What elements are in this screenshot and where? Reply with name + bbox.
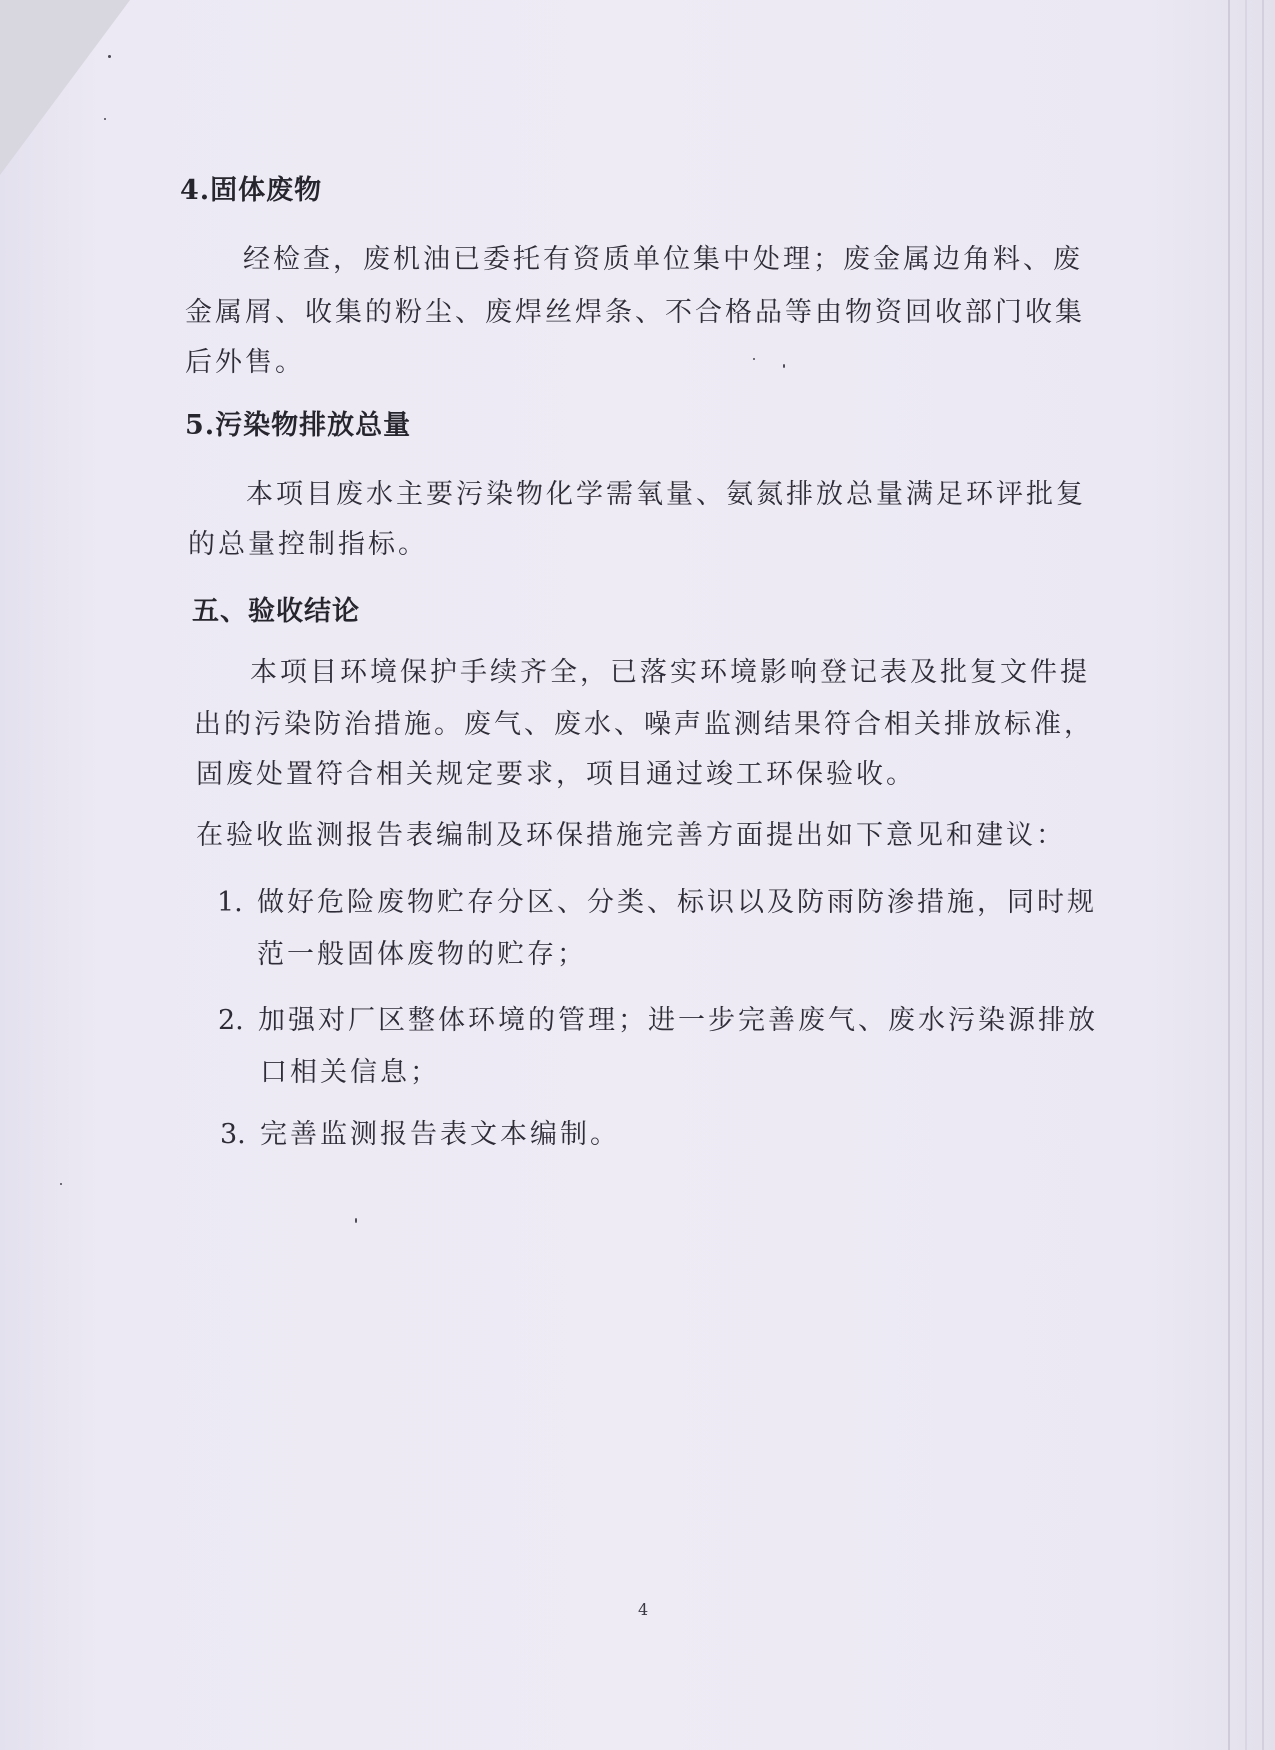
list-item-line: 做好危险废物贮存分区、分类、标识以及防雨防渗措施，同时规 bbox=[257, 887, 1097, 918]
recommendations-intro: 在验收监测报告表编制及环保措施完善方面提出如下意见和建议： bbox=[196, 820, 1066, 851]
paragraph-line: 本项目废水主要污染物化学需氧量、氨氮排放总量满足环评批复 bbox=[246, 479, 1086, 510]
list-item-number: 2. bbox=[218, 1005, 244, 1036]
paragraph-line: 的总量控制指标。 bbox=[188, 529, 428, 560]
section-heading-conclusion: 五、验收结论 bbox=[192, 596, 360, 627]
paragraph-line: 金属屑、收集的粉尘、废焊丝焊条、不合格品等由物资回收部门收集 bbox=[185, 297, 1085, 328]
list-item-line: 范一般固体废物的贮存； bbox=[257, 939, 587, 970]
list-item-line: 口相关信息； bbox=[260, 1057, 440, 1088]
paragraph-line: 本项目环境保护手续齐全，已落实环境影响登记表及批复文件提 bbox=[250, 657, 1090, 688]
section-heading-solid-waste: 4.固体废物 bbox=[180, 175, 323, 206]
list-item-line: 完善监测报告表文本编制。 bbox=[260, 1119, 620, 1150]
list-item-line: 加强对厂区整体环境的管理；进一步完善废气、废水污染源排放 bbox=[258, 1005, 1098, 1036]
page-number: 4 bbox=[638, 1600, 649, 1619]
list-item-number: 1. bbox=[217, 887, 243, 918]
section-heading-total-emission: 5.污染物排放总量 bbox=[185, 410, 412, 441]
paragraph-line: 固废处置符合相关规定要求，项目通过竣工环保验收。 bbox=[196, 759, 916, 790]
paragraph-line: 后外售。 bbox=[185, 347, 305, 378]
paragraph-line: 经检查，废机油已委托有资质单位集中处理；废金属边角料、废 bbox=[243, 244, 1083, 275]
list-item-number: 3. bbox=[220, 1119, 246, 1150]
paragraph-line: 出的污染防治措施。废气、废水、噪声监测结果符合相关排放标准， bbox=[194, 709, 1094, 740]
